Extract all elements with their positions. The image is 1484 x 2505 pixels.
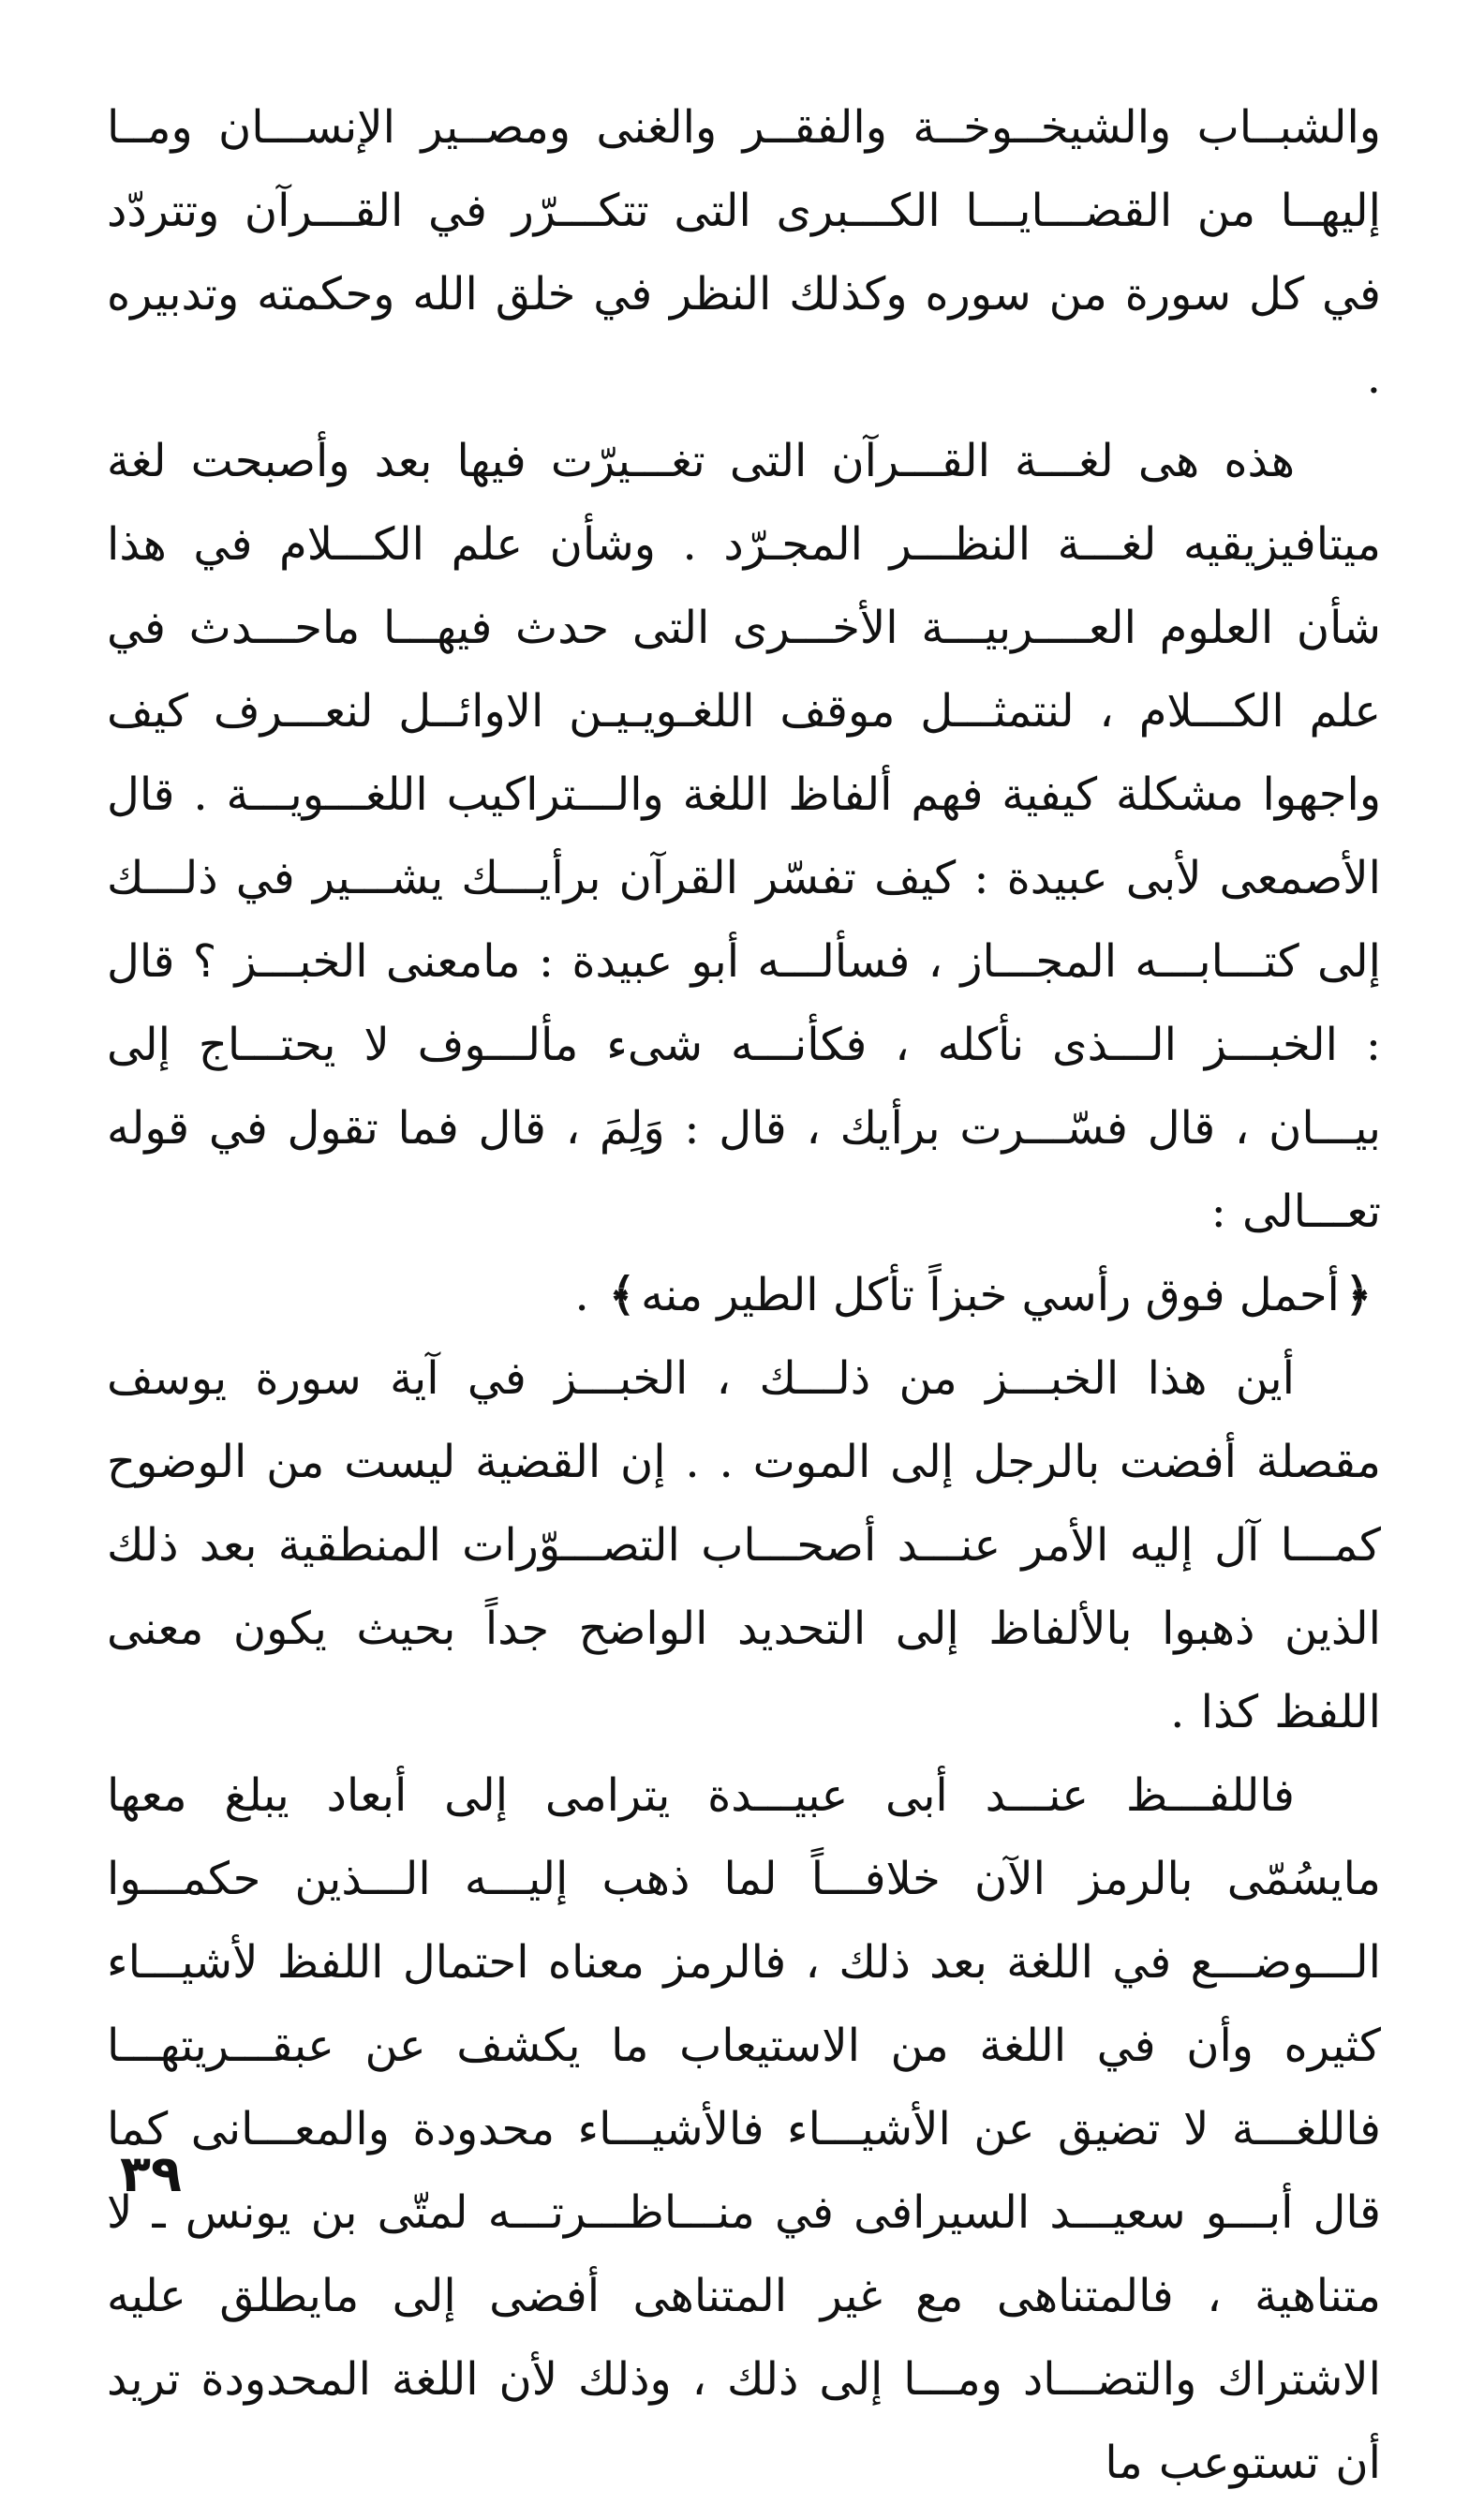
verse-close-bracket: ﴾	[608, 1269, 636, 1321]
page-number: ٣٩	[120, 2144, 182, 2203]
paragraph-4: فاللفـــظ عنـــد أبى عبيـــدة يترامى إلى أبعاد يبلغ معها مايسُمّى بالرمز الآن خلافـــاً لما ذهب إليـــه الـــذين حكمـــوا الـــوضـــع في اللغة بعد ذلك ، فالرمز معناه احتمال اللفظ لأشيـــاء كثيره وأن في اللغة من الاستيعاب ما يكشف عن عبقـــريتهـــا فاللغـــة لا تضيق عن الأشيـــاء فالأشيـــاء محدودة والمعـــانى كما قال أبـــو سعيـــد السيرافى في منـــاظـــرتـــه لمتّى بن يونس ـ لا متناهية ، فالمتناهى مع غير المتناهى أفضى إلى مايطلق عليه الاشتراك والتضـــاد ومـــا إلى ذلك ، وذلك لأن اللغة المحدودة تريد أن تستوعب ما	[107, 1769, 1382, 2489]
quran-verse	[107, 1254, 1381, 1337]
paragraph-2: هذه هى لغـــة القـــرآن التى تغـــيرّت فيها بعد وأصبحت لغة ميتافيزيقيه لغـــة النظـــر المجـرّد . وشأن علم الكـــلام في هذا شأن العلوم العــــربيـــة الأخـــرى التى حدث فيهـــا ماحـــدث في علم الكـــلام ، لنتمثـــل موقف اللغـويـيـن الاوائــل لنعـــرف كيف واجهوا مشكلة كيفية فهم ألفاظ اللغة والـــتراكيب اللغـــويـــة . قال الأصمعى لأبى عبيدة : كيف تفسّر القرآن برأيـــك يشـــير في ذلـــك إلى كتـــابـــه المجـــاز ، فسألـــه أبو عبيدة : مامعنى الخبـــز ؟ قال : الخبـــز الـــذى نأكله ، فكأنـــه شىء مألـــوف لا يحتـــاج إلى بيـــان ، قال فسّـــرت برأيك ، قال : وَلِمَ ، قال فما تقول في قوله تعـــالى :	[107, 435, 1382, 1238]
body-text	[107, 86, 1381, 2505]
verse-tail: .	[574, 1269, 603, 1321]
verse-text: أحمل فوق رأسي خبزاً تأكل الطير منه	[641, 1269, 1340, 1321]
paragraph-3: أين هذا الخبـــز من ذلـــك ، الخبـــز في آية سورة يوسف مقصلة أفضت بالرجل إلى الموت . . إن القضية ليست من الوضوح كمـــا آل إليه الأمر عنـــد أصحـــاب التصـــوّرات المنطقية بعد ذلك الذين ذهبوا بالألفاظ إلى التحديد الواضح جداً بحيث يكون معنى اللفظ كذا .	[107, 1352, 1381, 1738]
verse-open-bracket: ﴿	[1344, 1269, 1372, 1321]
paragraph-1: والشبــاب والشيخــوخــة والفقــر والغنى ومصــير الإنســـان ومــا إليهــا من القضـــايـــا الكـــبرى التى تتكـــرّر في القـــرآن وتتردّد في كل سورة من سوره وكذلك النظر في خلق الله وحكمته وتدبيره .	[107, 101, 1381, 404]
